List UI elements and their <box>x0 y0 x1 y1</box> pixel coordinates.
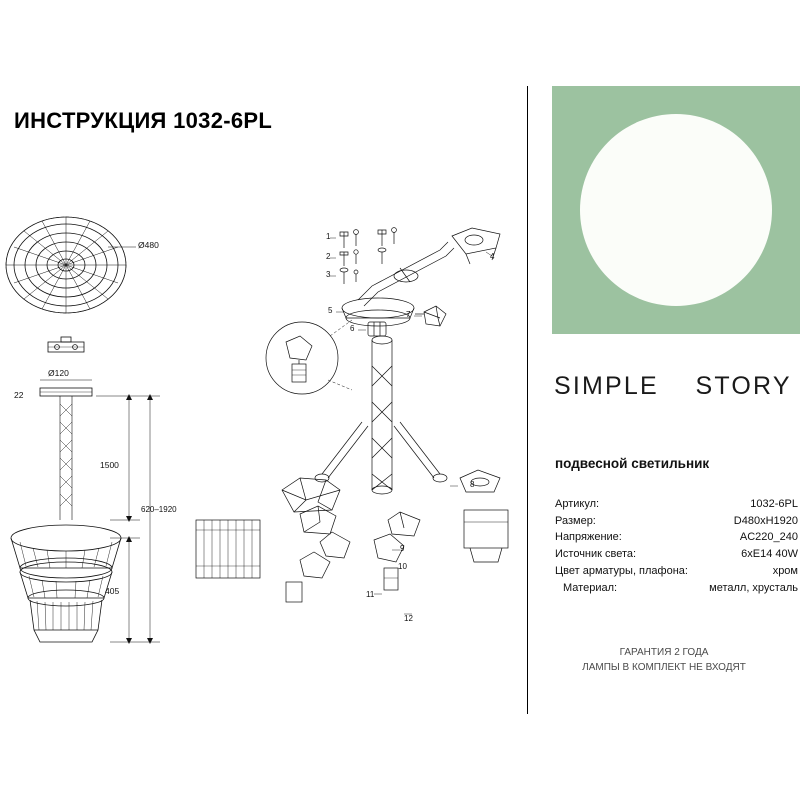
step-callout-1: 1 <box>326 232 331 241</box>
hero-circle-shape <box>580 114 772 306</box>
lamps-note-line: ЛАМПЫ В КОМПЛЕКТ НЕ ВХОДЯТ <box>582 662 746 673</box>
spec-row <box>555 547 798 564</box>
step-callout-9: 9 <box>400 544 405 553</box>
product-card-pane <box>528 0 800 800</box>
connector-block <box>368 322 386 336</box>
dimension-label-total-height: 620–1920 <box>141 505 177 514</box>
exploded-assembly <box>196 228 508 614</box>
spec-row <box>555 496 798 513</box>
step-callout-5: 5 <box>328 306 333 315</box>
main-body <box>372 336 392 494</box>
crystal-drop-rows <box>196 520 260 578</box>
page-title: ИНСТРУКЦИЯ 1032-6PL <box>14 108 273 133</box>
lower-assembly <box>286 512 420 602</box>
brand-name-part2: STORY <box>695 372 792 400</box>
spec-key: Артикул: <box>555 497 600 510</box>
step-callout-6: 6 <box>350 324 355 333</box>
dimension-label-canopy-diameter: Ø120 <box>48 368 69 378</box>
spec-row <box>555 513 798 530</box>
spec-value: D480xH1920 <box>733 514 798 527</box>
step-callout-2: 2 <box>326 252 331 261</box>
step-callout-4: 4 <box>490 252 495 261</box>
product-type: подвесной светильник <box>555 456 710 471</box>
brand-name-part1: SIMPLE <box>554 372 659 400</box>
dimension-label-shade-height: 405 <box>105 586 120 596</box>
warranty-note <box>528 645 800 675</box>
drawing-canvas <box>0 190 527 660</box>
spec-value: 1032-6PL <box>750 497 798 510</box>
spec-value: металл, хрусталь <box>709 582 798 595</box>
top-view-plan <box>6 217 126 313</box>
specification-table <box>555 496 798 598</box>
assembly-diagram <box>0 190 527 660</box>
spec-row <box>555 530 798 547</box>
frame-arms <box>315 422 447 482</box>
socket-group <box>460 470 508 562</box>
spec-key: Материал: <box>563 582 618 595</box>
suspension-rod <box>358 242 454 306</box>
step-callout-12: 12 <box>404 614 413 623</box>
spec-key: Размер: <box>555 514 596 527</box>
spec-key: Цвет арматуры, плафона: <box>555 565 688 578</box>
step-leaders <box>330 238 495 614</box>
warranty-line: ГАРАНТИЯ 2 ГОДА <box>619 647 709 658</box>
spec-row <box>555 564 798 581</box>
dimension-label-canopy-height: 22 <box>14 390 24 400</box>
step-callout-10: 10 <box>398 562 407 571</box>
step-callout-8: 8 <box>470 480 475 489</box>
spec-value: AC220_240 <box>739 531 798 544</box>
dimension-lines <box>96 394 160 644</box>
canopy-detail <box>48 337 84 352</box>
step-callout-7: 7 <box>406 310 411 319</box>
front-elevation <box>11 380 121 642</box>
spec-key: Источник света: <box>555 548 637 561</box>
spec-key: Напряжение: <box>555 531 622 544</box>
spec-value: хром <box>772 565 798 578</box>
dimension-label-rod-length: 1500 <box>100 460 119 470</box>
product-hero-image <box>552 86 800 334</box>
crystal-ring-upper <box>282 478 340 534</box>
step-callout-11: 11 <box>366 590 375 599</box>
brand-logo <box>554 372 800 401</box>
spec-row <box>555 581 798 598</box>
spec-value: 6xE14 40W <box>741 548 798 561</box>
step-callout-3: 3 <box>326 270 331 279</box>
dimension-label-top-diameter: Ø480 <box>138 240 159 250</box>
detail-callout <box>266 320 355 394</box>
hardware-items <box>340 228 396 284</box>
